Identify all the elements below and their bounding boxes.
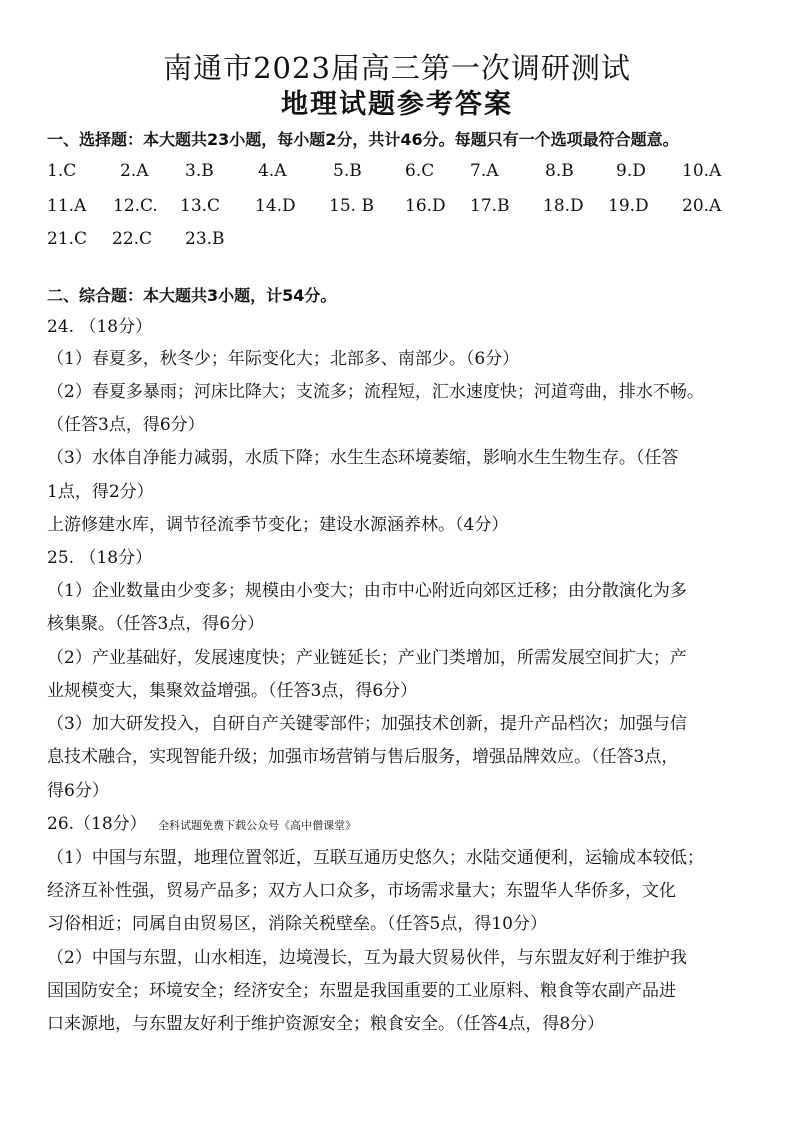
- document-title: 南通市2023届高三第一次调研测试: [163, 51, 631, 85]
- answer-line: （任答3点，得6分）: [47, 415, 205, 435]
- answer-line: 口来源地，与东盟友好利于维护资源安全；粮食安全。（任答4点，得8分）: [47, 1014, 605, 1034]
- answer-line: 息技术融合，实现智能升级；加强市场营销与售后服务，增强品牌效应。（任答3点，: [47, 747, 679, 767]
- mc-answer: 23.B: [185, 229, 225, 249]
- mc-answer: 15. B: [329, 196, 374, 216]
- q25-header: 25. （18分）: [47, 548, 153, 568]
- answer-line: 得6分）: [47, 781, 109, 801]
- mc-answer: 12.C.: [113, 196, 158, 216]
- answer-line: 国国防安全；环境安全；经济安全；东盟是我国重要的工业原料、粮食等农副产品进: [47, 981, 676, 1001]
- mc-answer: 4.A: [258, 161, 287, 181]
- watermark-note: 全科试题免费下载公众号《高中僧课堂》: [158, 819, 357, 832]
- mc-answer: 7.A: [470, 161, 499, 181]
- mc-answer: 3.B: [185, 161, 214, 181]
- answer-line: 习俗相近；同属自由贸易区，消除关税壁垒。（任答5点，得10分）: [47, 914, 547, 934]
- answer-line: （3）水体自净能力减弱，水质下降；水生生态环境萎缩，影响水生生物生存。（任答: [47, 448, 679, 468]
- mc-answer: 17.B: [470, 196, 510, 216]
- answer-line: 经济互补性强，贸易产品多；双方人口众多，市场需求量大；东盟华人华侨多，文化: [47, 881, 676, 901]
- mc-answer: 18.D: [543, 196, 584, 216]
- answer-line: （1）企业数量由少变多；规模由小变大；由市中心附近向郊区迁移；由分散演化为多: [47, 581, 687, 601]
- q24-header: 24. （18分）: [47, 317, 153, 337]
- answer-line: （2）中国与东盟，山水相连，边境漫长，互为最大贸易伙伴，与东盟友好利于维护我: [47, 948, 687, 968]
- mc-answer: 6.C: [405, 161, 435, 181]
- answer-line: 上游修建水库，调节径流季节变化；建设水源涵养林。（4分）: [47, 515, 509, 535]
- mc-answer: 19.D: [608, 196, 649, 216]
- answer-line: 1点，得2分）: [47, 482, 154, 502]
- mc-answer: 11.A: [47, 196, 87, 216]
- document-subtitle: 地理试题参考答案: [281, 89, 513, 120]
- mc-answer: 14.D: [255, 196, 296, 216]
- section1-heading: 一、选择题：本大题共23小题，每小题2分，共计46分。每题只有一个选项最符合题意。: [47, 130, 679, 149]
- mc-answer: 21.C: [47, 229, 88, 249]
- mc-answer: 13.C: [180, 196, 221, 216]
- q26-header: [47, 812, 787, 838]
- mc-answer: 22.C: [112, 229, 153, 249]
- q26-label: 26.（18分）: [47, 814, 147, 834]
- mc-answer: 1.C: [47, 161, 77, 181]
- mc-answer: 10.A: [682, 161, 722, 181]
- answer-line: （1）春夏多，秋冬少；年际变化大；北部多、南部少。（6分）: [47, 349, 520, 369]
- answer-line: 业规模变大，集聚效益增强。（任答3点，得6分）: [47, 681, 418, 701]
- mc-answer: 20.A: [682, 196, 722, 216]
- answer-line: （1）中国与东盟，地理位置邻近，互联互通历史悠久；水陆交通便利，运输成本较低；: [47, 848, 704, 868]
- answer-line: （2）春夏多暴雨；河床比降大；支流多；流程短，汇水速度快；河道弯曲，排水不畅。: [47, 382, 704, 402]
- section2-heading: 二、综合题：本大题共3小题，计54分。: [47, 286, 337, 305]
- answer-line: （2）产业基础好，发展速度快；产业链延长；产业门类增加，所需发展空间扩大；产: [47, 648, 687, 668]
- mc-answer: 16.D: [405, 196, 446, 216]
- mc-answer: 9.D: [616, 161, 646, 181]
- mc-answer: 5.B: [333, 161, 362, 181]
- answer-line: 核集聚。（任答3点，得6分）: [47, 614, 265, 634]
- mc-answer: 2.A: [120, 161, 149, 181]
- mc-answer: 8.B: [545, 161, 574, 181]
- answer-line: （3）加大研发投入，自研自产关键零部件；加强技术创新，提升产品档次；加强与信: [47, 714, 687, 734]
